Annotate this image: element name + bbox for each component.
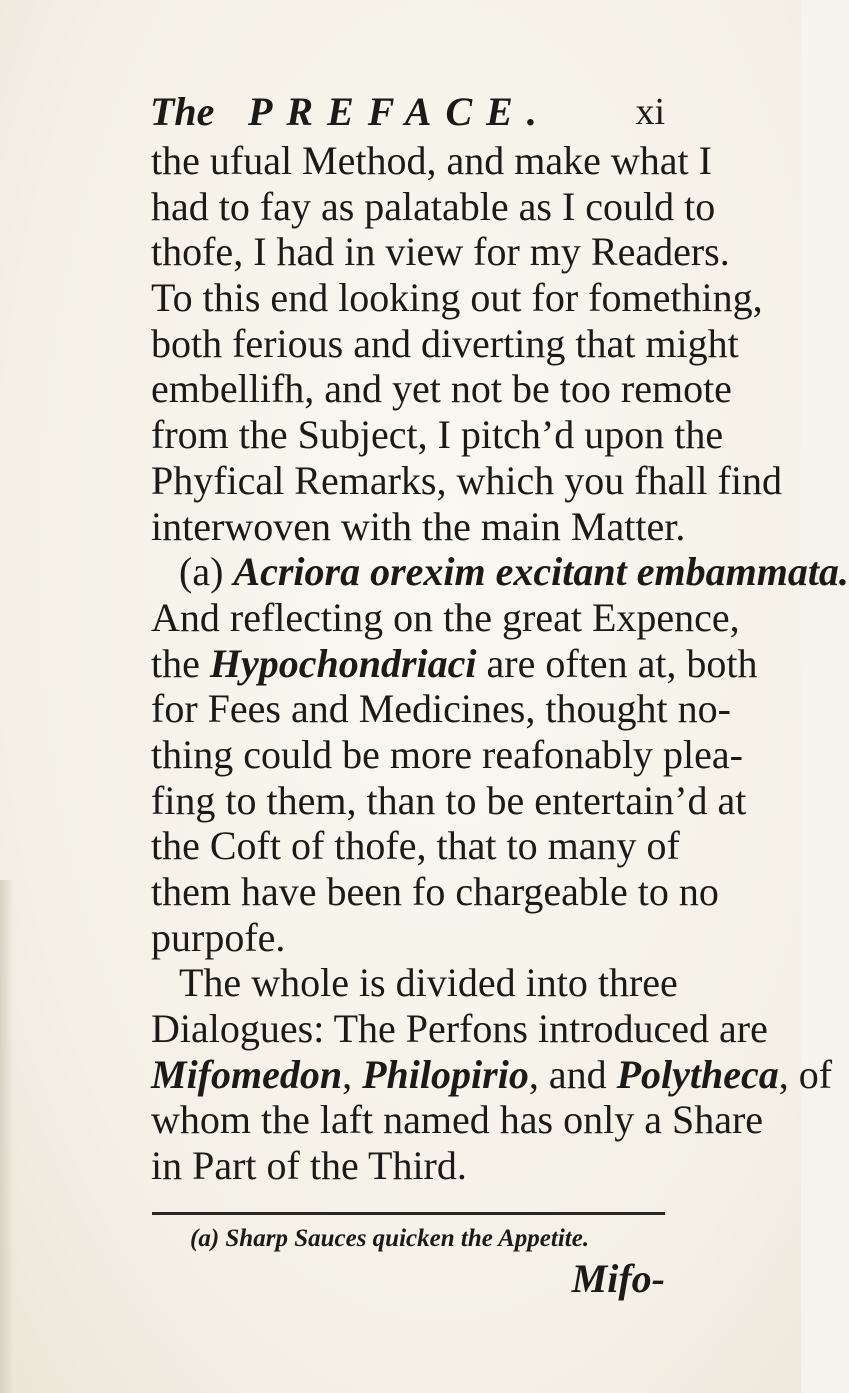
text-line: both ferious and diverting that might — [151, 320, 739, 366]
text-line: thofe, I had in view for my Readers. — [151, 229, 730, 275]
text-line: The whole is divided into three — [179, 960, 678, 1006]
latin-quote: Acriora orexim excitant embammata. — [233, 549, 849, 595]
character-name: Polytheca — [616, 1051, 779, 1097]
text-line: in Part of the Third. — [151, 1143, 467, 1189]
footnote-text: Sharp Sauces quicken the Appetite. — [225, 1225, 590, 1252]
text-line: whom the laft named has only a Share — [151, 1097, 764, 1143]
text-line: Mifomedon, Philopirio, and Polytheca, of — [151, 1051, 833, 1097]
text-line: Phyfical Remarks, which you fhall find — [151, 457, 782, 503]
text-line: thing could be more reafonably plea- — [151, 731, 743, 777]
character-name: Mifomedon — [151, 1051, 343, 1097]
text-line: the Hypochondriaci are often at, both — [151, 640, 758, 686]
footnote-rule — [152, 1212, 665, 1215]
text-line: had to fay as palatable as I could to — [151, 183, 716, 229]
header-title: PREFACE. — [248, 89, 551, 134]
text-line: the ufual Method, and make what I — [151, 138, 712, 183]
header-prefix: The — [150, 89, 215, 134]
catchword: Mifo- — [571, 1256, 665, 1301]
text-line: them have been fo chargeable to no — [151, 869, 719, 914]
text-line: interwoven with the main Matter. — [151, 503, 686, 549]
character-name: Philopirio — [362, 1051, 529, 1097]
footnote-reference-line — [151, 549, 849, 595]
text-line: purpofe. — [151, 914, 286, 960]
spine-shadow — [0, 880, 14, 1393]
running-header — [150, 88, 665, 136]
text-line: from the Subject, I pitch’d upon the — [151, 412, 724, 458]
footnote — [190, 1223, 650, 1255]
page-number: xi — [635, 91, 665, 133]
footnote-marker: (a) — [179, 549, 234, 595]
text-line: for Fees and Medicines, thought no- — [151, 686, 731, 732]
italic-term: Hypochondriaci — [209, 640, 477, 686]
body-text — [151, 138, 849, 1189]
text-line: the Coft of thofe, that to many of — [151, 823, 680, 869]
text-line: And reflecting on the great Expence, — [151, 594, 740, 640]
text-line: Dialogues: The Perfons introduced are — [151, 1006, 768, 1052]
text-line: embellifh, and yet not be too remote — [151, 366, 732, 412]
text-line: fing to them, than to be entertain’d at — [151, 777, 747, 823]
footnote-marker: (a) — [190, 1225, 220, 1252]
text-line: To this end looking out for fomething, — [151, 275, 763, 321]
